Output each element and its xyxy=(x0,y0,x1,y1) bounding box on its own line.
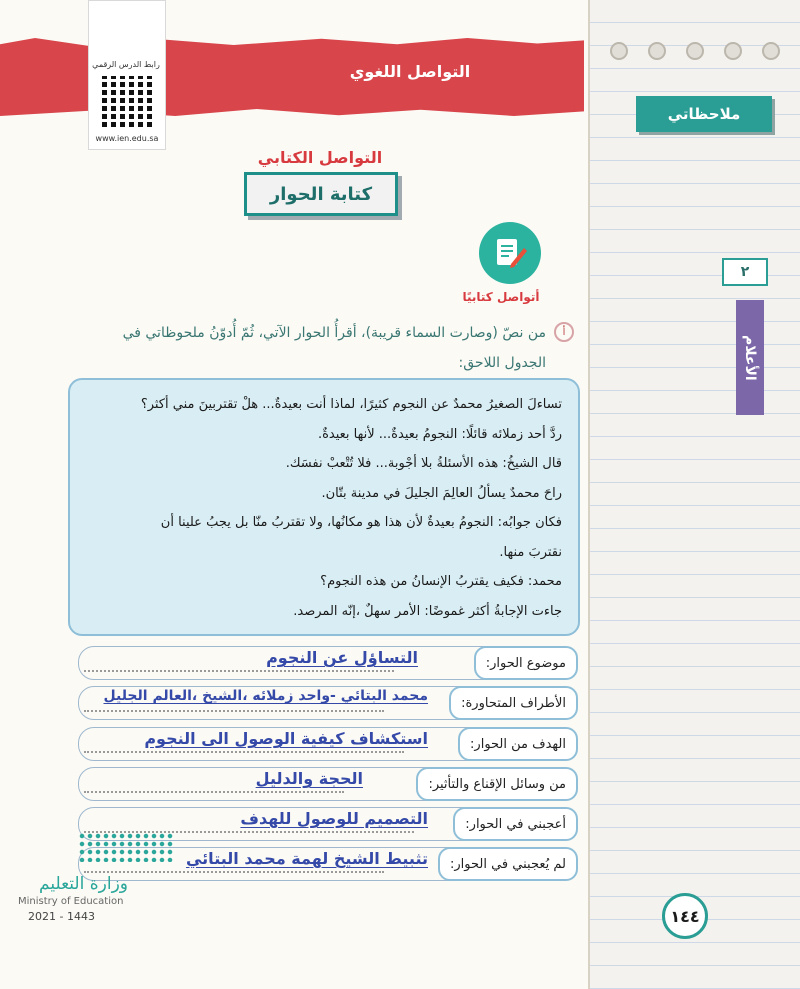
dialogue-line: نقتربَ منها. xyxy=(499,544,562,560)
notes-title: ملاحظاتي xyxy=(636,96,772,132)
dotted-line xyxy=(84,710,384,712)
dialogue-line: راحَ محمدٌ يسألُ العالِمَ الجليلَ في مدينة بتّان. xyxy=(321,485,562,501)
dialogue-line: ردَّ أحد زملائه قائلًا: النجومُ بعيدةٌ... لأنها بعيدةٌ. xyxy=(317,426,562,442)
page-number: ١٤٤ xyxy=(662,893,708,939)
dotted-line xyxy=(84,670,394,672)
writing-pencil-icon xyxy=(479,222,541,284)
table-row-label: أعجبني في الحوار: xyxy=(453,807,578,841)
skill-label: أتواصل كتابيًا xyxy=(462,290,540,304)
table-row-label: موضوع الحوار: xyxy=(474,646,578,680)
notepad-pencil-icon xyxy=(491,234,529,272)
ministry-name-ar: وزارة التعليم xyxy=(39,874,128,894)
unit-number-tab[interactable]: ٢ xyxy=(722,258,768,286)
handwritten-answer[interactable]: التساؤل عن النجوم xyxy=(266,648,418,667)
qr-code-icon[interactable] xyxy=(98,76,152,130)
binder-hole xyxy=(762,42,780,60)
dotted-line xyxy=(84,791,344,793)
dialogue-line: محمد: فكيف يقتربُ الإنسانُ من هذه النجوم؟ xyxy=(320,574,562,589)
unit-name-spine[interactable]: الأعلام xyxy=(736,300,764,415)
table-row-label: لم يُعجبني في الحوار: xyxy=(438,847,578,881)
dotted-line xyxy=(84,751,404,753)
binder-hole xyxy=(648,42,666,60)
handwritten-answer[interactable]: تثبيط الشيخ لهمة محمد البتائي xyxy=(185,849,428,868)
binder-holes xyxy=(610,42,780,60)
handwritten-answer[interactable]: استكشاف كيفية الوصول الى النجوم xyxy=(144,729,428,748)
banner-title: التواصل اللغوي xyxy=(349,62,471,81)
table-row xyxy=(70,767,578,801)
dialogue-line: تساءلَ الصغيرُ محمدٌ عن النجوم كثيرًا، لماذا أنت بعيدةٌ... هلْ تقتربينَ مني أكثر؟ xyxy=(140,397,562,412)
ministry-dots-icon xyxy=(78,832,174,862)
table-row-label: من وسائل الإقناع والتأثير: xyxy=(416,767,578,801)
binder-hole xyxy=(610,42,628,60)
question-instruction: من نصّ (وصارت السماء قريبة)، أقرأُ الحوار الآتي، ثُمّ أُدوّنُ ملحوظاتي في الجدول اللاحق: xyxy=(122,325,546,371)
table-row-label: الأطراف المتحاورة: xyxy=(449,686,578,720)
table-row xyxy=(70,727,578,761)
ministry-name-en: Ministry of Education xyxy=(18,896,124,907)
binder-hole xyxy=(686,42,704,60)
table-row xyxy=(70,686,578,720)
ministry-logo xyxy=(18,832,168,928)
qr-url[interactable]: www.ien.edu.sa xyxy=(95,134,159,143)
dialogue-line: قال الشيخُ: هذه الأسئلةُ بلا أجْوبة... فلا تُتْعبْ نفسَك. xyxy=(285,456,562,471)
table-row-label: الهدف من الحوار: xyxy=(458,727,578,761)
handwritten-answer[interactable]: محمد البتائي -واحد زملائه ،الشيخ ،العالم الجليل xyxy=(103,688,428,704)
dialogue-line: جاءت الإجابةُ أكثر غموضًا: الأمر سهلٌ ،إنّه المرصد. xyxy=(293,603,562,619)
dialogue-box xyxy=(68,378,580,636)
dialogue-line: فكان جوابُه: النجومُ بعيدةٌ لأن هذا هو مكانُها، ولا تقتربُ منّا بل يجبُ علينا أن xyxy=(160,515,562,530)
qr-label: رابط الدرس الرقمي xyxy=(92,60,160,69)
handwritten-answer[interactable]: الحجة والدليل xyxy=(255,769,363,788)
edition-year: 2021 - 1443 xyxy=(28,910,95,923)
binder-hole xyxy=(724,42,742,60)
lesson-subtitle: التواصل الكتابي xyxy=(257,148,383,167)
notes-sidebar xyxy=(590,0,800,989)
table-row xyxy=(70,646,578,680)
handwritten-answer[interactable]: التصميم للوصول للهدف xyxy=(240,809,428,828)
lesson-title: كتابة الحوار xyxy=(244,172,398,216)
question-number-badge: أ xyxy=(554,322,574,342)
